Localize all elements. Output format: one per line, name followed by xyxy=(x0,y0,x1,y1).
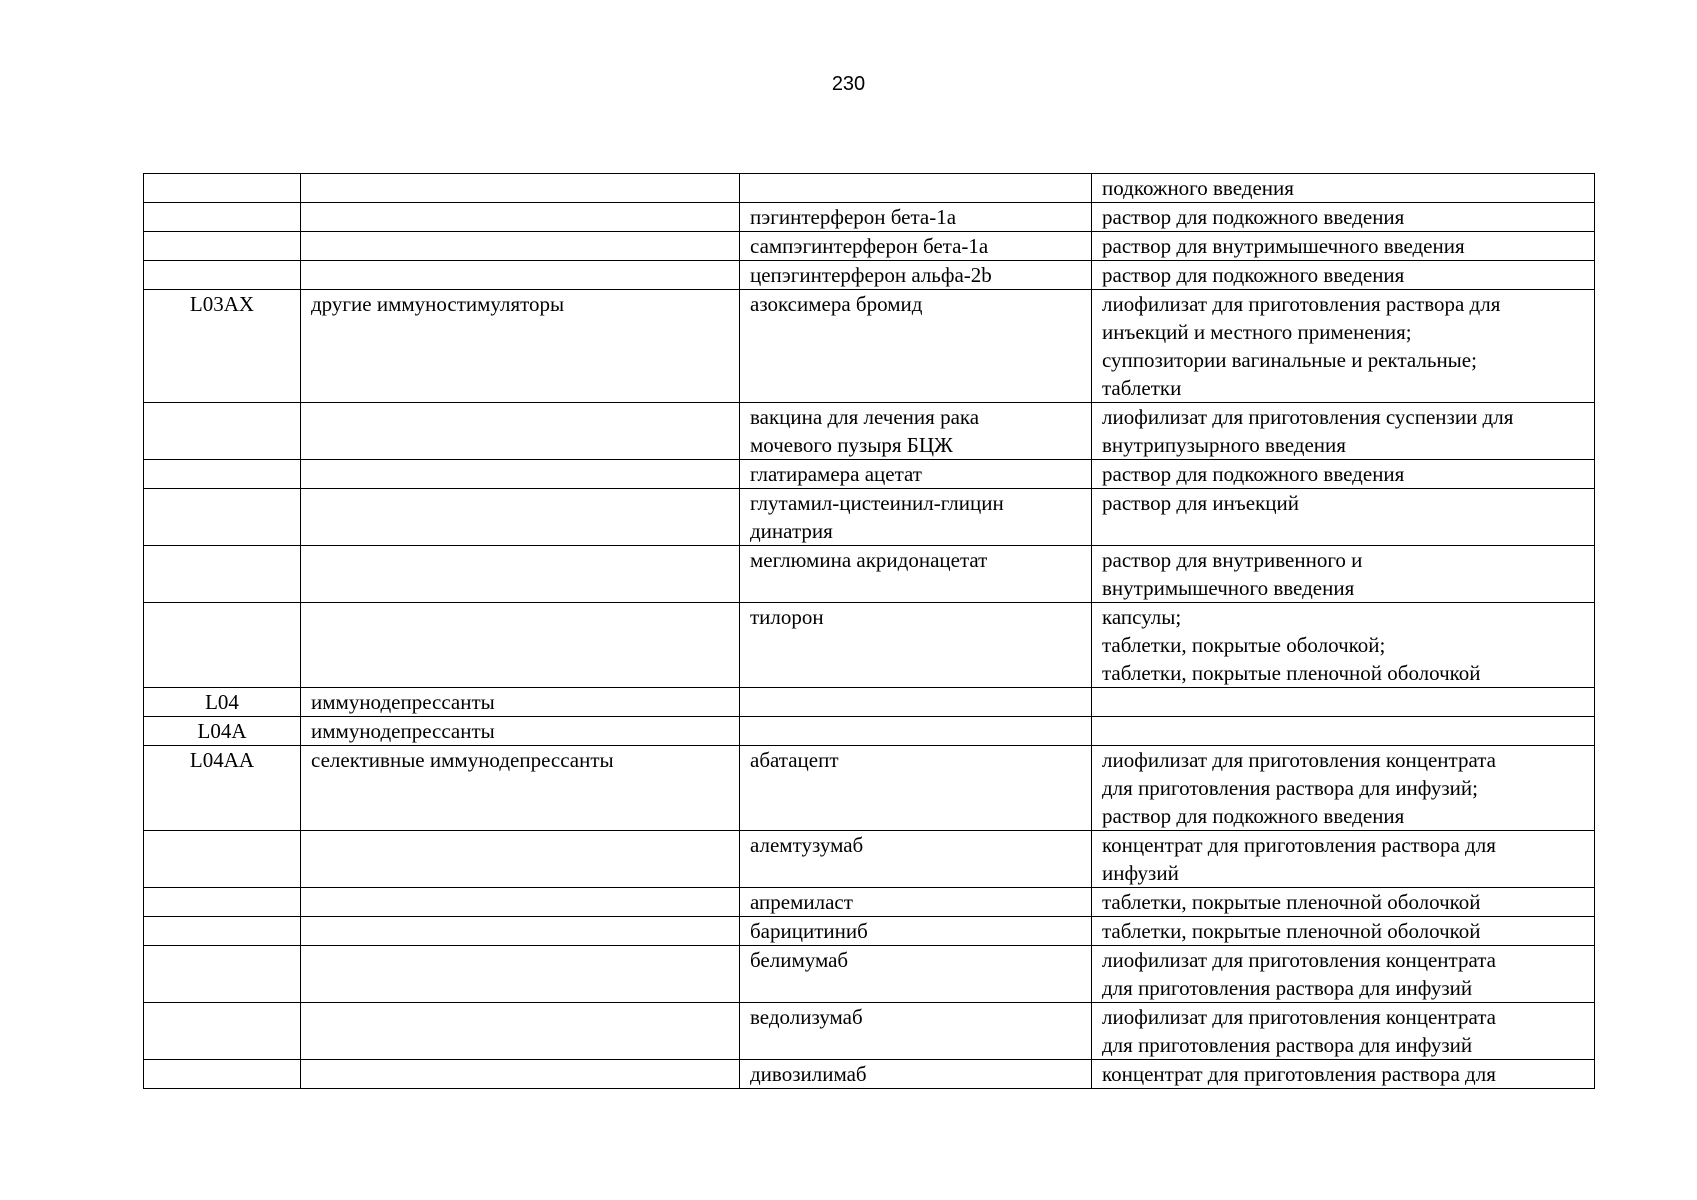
drug-name-line: динатрия xyxy=(750,519,833,543)
atc-code-cell: L04AA xyxy=(144,746,301,831)
table-row xyxy=(144,917,1595,946)
atc-code-cell xyxy=(144,460,301,489)
atc-code-cell: L04 xyxy=(144,688,301,717)
drug-name-line: цепэгинтерферон альфа-2b xyxy=(750,263,992,287)
dosage-form-line: лиофилизат для приготовления концентрата xyxy=(1102,1005,1497,1029)
dosage-form-line: капсулы; xyxy=(1102,605,1182,629)
drug-table xyxy=(143,173,1595,1089)
dosage-form-cell xyxy=(1092,489,1595,546)
atc-code-cell xyxy=(144,603,301,688)
atc-code-cell xyxy=(144,232,301,261)
dosage-form-cell xyxy=(1092,232,1595,261)
drug-name-line: меглюмина акридонацетат xyxy=(750,548,988,572)
dosage-form-line: внутрипузырного введения xyxy=(1102,433,1346,457)
dosage-form-line: раствор для внутривенного и xyxy=(1102,548,1363,572)
table-row xyxy=(144,888,1595,917)
anatomical-group-cell xyxy=(301,460,740,489)
dosage-form-line: раствор для подкожного введения xyxy=(1102,263,1405,287)
anatomical-group-cell xyxy=(301,603,740,688)
dosage-form-cell xyxy=(1092,888,1595,917)
drug-name-line: ведолизумаб xyxy=(750,1005,863,1029)
drug-name-line: глутамил-цистеинил-глицин xyxy=(750,491,1004,515)
dosage-form-cell xyxy=(1092,290,1595,403)
table-row xyxy=(144,831,1595,888)
dosage-form-line: для приготовления раствора для инфузий; xyxy=(1102,776,1478,800)
drug-name-line: алемтузумаб xyxy=(750,833,864,857)
drug-name-cell xyxy=(740,261,1092,290)
anatomical-group-cell xyxy=(301,232,740,261)
anatomical-group-cell: иммунодепрессанты xyxy=(301,688,740,717)
anatomical-group-cell: иммунодепрессанты xyxy=(301,717,740,746)
dosage-form-cell xyxy=(1092,203,1595,232)
dosage-form-cell xyxy=(1092,746,1595,831)
anatomical-group-cell xyxy=(301,546,740,603)
dosage-form-cell xyxy=(1092,917,1595,946)
anatomical-group-cell xyxy=(301,917,740,946)
drug-name-line: барицитиниб xyxy=(750,919,868,943)
dosage-form-cell xyxy=(1092,403,1595,460)
atc-code-cell: L04A xyxy=(144,717,301,746)
dosage-form-line: раствор для подкожного введения xyxy=(1102,205,1405,229)
atc-code-cell xyxy=(144,946,301,1003)
drug-name-line: мочевого пузыря БЦЖ xyxy=(750,433,953,457)
dosage-form-cell xyxy=(1092,460,1595,489)
drug-name-line: глатирамера ацетат xyxy=(750,462,922,486)
table-row xyxy=(144,290,1595,403)
dosage-form-cell xyxy=(1092,831,1595,888)
drug-name-cell xyxy=(740,203,1092,232)
dosage-form-line: раствор для подкожного введения xyxy=(1102,804,1405,828)
atc-code-cell xyxy=(144,403,301,460)
dosage-form-line: для приготовления раствора для инфузий xyxy=(1102,976,1473,1000)
table-row xyxy=(144,1060,1595,1089)
dosage-form-line: таблетки xyxy=(1102,376,1182,400)
table-row xyxy=(144,946,1595,1003)
dosage-form-line: таблетки, покрытые пленочной оболочкой xyxy=(1102,661,1481,685)
anatomical-group-cell xyxy=(301,831,740,888)
atc-code-cell xyxy=(144,888,301,917)
dosage-form-line: внутримышечного введения xyxy=(1102,576,1355,600)
anatomical-group-cell xyxy=(301,1060,740,1089)
dosage-form-line: лиофилизат для приготовления суспензии для xyxy=(1102,405,1514,429)
drug-name-line: пэгинтерферон бета-1a xyxy=(750,205,957,229)
table-row xyxy=(144,1003,1595,1060)
atc-code-cell xyxy=(144,203,301,232)
dosage-form-cell xyxy=(1092,946,1595,1003)
drug-name-line: белимумаб xyxy=(750,948,849,972)
page-number: 230 xyxy=(831,73,866,95)
dosage-form-cell xyxy=(1092,717,1595,746)
dosage-form-line: лиофилизат для приготовления концентрата xyxy=(1102,948,1497,972)
drug-name-cell xyxy=(740,917,1092,946)
dosage-form-line: концентрат для приготовления раствора для xyxy=(1102,1062,1496,1086)
dosage-form-cell xyxy=(1092,688,1595,717)
anatomical-group-cell xyxy=(301,1003,740,1060)
atc-code-cell xyxy=(144,546,301,603)
table-row xyxy=(144,232,1595,261)
table-row xyxy=(144,746,1595,831)
anatomical-group-cell: другие иммуностимуляторы xyxy=(301,290,740,403)
drug-name-cell xyxy=(740,888,1092,917)
dosage-form-line: таблетки, покрытые пленочной оболочкой xyxy=(1102,919,1481,943)
table-row xyxy=(144,717,1595,746)
dosage-form-cell xyxy=(1092,174,1595,203)
drug-name-line: сампэгинтерферон бета-1a xyxy=(750,234,989,258)
dosage-form-line: таблетки, покрытые оболочкой; xyxy=(1102,633,1386,657)
atc-code-cell: L03AX xyxy=(144,290,301,403)
dosage-form-line: подкожного введения xyxy=(1102,176,1294,200)
drug-name-line: тилорон xyxy=(750,605,824,629)
atc-code-cell xyxy=(144,917,301,946)
drug-name-cell xyxy=(740,489,1092,546)
dosage-form-line: для приготовления раствора для инфузий xyxy=(1102,1033,1473,1057)
anatomical-group-cell xyxy=(301,888,740,917)
dosage-form-line: концентрат для приготовления раствора для xyxy=(1102,833,1496,857)
dosage-form-cell xyxy=(1092,261,1595,290)
drug-name-line: вакцина для лечения рака xyxy=(750,405,980,429)
drug-name-line: апремиласт xyxy=(750,890,853,914)
table-row xyxy=(144,174,1595,203)
table-row xyxy=(144,489,1595,546)
atc-code-cell xyxy=(144,174,301,203)
drug-name-cell xyxy=(740,831,1092,888)
dosage-form-line: лиофилизат для приготовления раствора для xyxy=(1102,292,1501,316)
atc-code-cell xyxy=(144,1003,301,1060)
dosage-form-cell xyxy=(1092,1003,1595,1060)
table-row xyxy=(144,603,1595,688)
drug-name-cell xyxy=(740,174,1092,203)
drug-name-cell xyxy=(740,1060,1092,1089)
table-row xyxy=(144,460,1595,489)
drug-name-cell xyxy=(740,946,1092,1003)
dosage-form-line: раствор для внутримышечного введения xyxy=(1102,234,1465,258)
anatomical-group-cell xyxy=(301,489,740,546)
dosage-form-cell xyxy=(1092,546,1595,603)
drug-name-line: дивозилимаб xyxy=(750,1062,867,1086)
dosage-form-line: инъекций и местного применения; xyxy=(1102,320,1412,344)
anatomical-group-cell xyxy=(301,203,740,232)
drug-name-cell xyxy=(740,746,1092,831)
table-row xyxy=(144,403,1595,460)
table-row xyxy=(144,688,1595,717)
drug-name-cell xyxy=(740,688,1092,717)
drug-name-cell xyxy=(740,717,1092,746)
dosage-form-line: раствор для подкожного введения xyxy=(1102,462,1405,486)
drug-name-cell xyxy=(740,603,1092,688)
atc-code-cell xyxy=(144,261,301,290)
atc-code-cell xyxy=(144,831,301,888)
drug-name-cell xyxy=(740,403,1092,460)
drug-name-cell xyxy=(740,1003,1092,1060)
anatomical-group-cell xyxy=(301,946,740,1003)
dosage-form-cell xyxy=(1092,1060,1595,1089)
drug-name-cell xyxy=(740,546,1092,603)
table-row xyxy=(144,203,1595,232)
drug-name-cell xyxy=(740,232,1092,261)
dosage-form-line: лиофилизат для приготовления концентрата xyxy=(1102,748,1497,772)
dosage-form-line: таблетки, покрытые пленочной оболочкой xyxy=(1102,890,1481,914)
drug-name-cell xyxy=(740,460,1092,489)
dosage-form-line: суппозитории вагинальные и ректальные; xyxy=(1102,348,1477,372)
drug-name-line: абатацепт xyxy=(750,748,839,772)
atc-code-cell xyxy=(144,1060,301,1089)
table-row xyxy=(144,261,1595,290)
drug-name-cell xyxy=(740,290,1092,403)
anatomical-group-cell xyxy=(301,174,740,203)
dosage-form-line: раствор для инъекций xyxy=(1102,491,1299,515)
anatomical-group-cell xyxy=(301,261,740,290)
dosage-form-line: инфузий xyxy=(1102,861,1179,885)
drug-name-line: азоксимера бромид xyxy=(750,292,923,316)
atc-code-cell xyxy=(144,489,301,546)
table-row xyxy=(144,546,1595,603)
dosage-form-cell xyxy=(1092,603,1595,688)
table-body xyxy=(144,174,1595,1089)
anatomical-group-cell: селективные иммунодепрессанты xyxy=(301,746,740,831)
anatomical-group-cell xyxy=(301,403,740,460)
